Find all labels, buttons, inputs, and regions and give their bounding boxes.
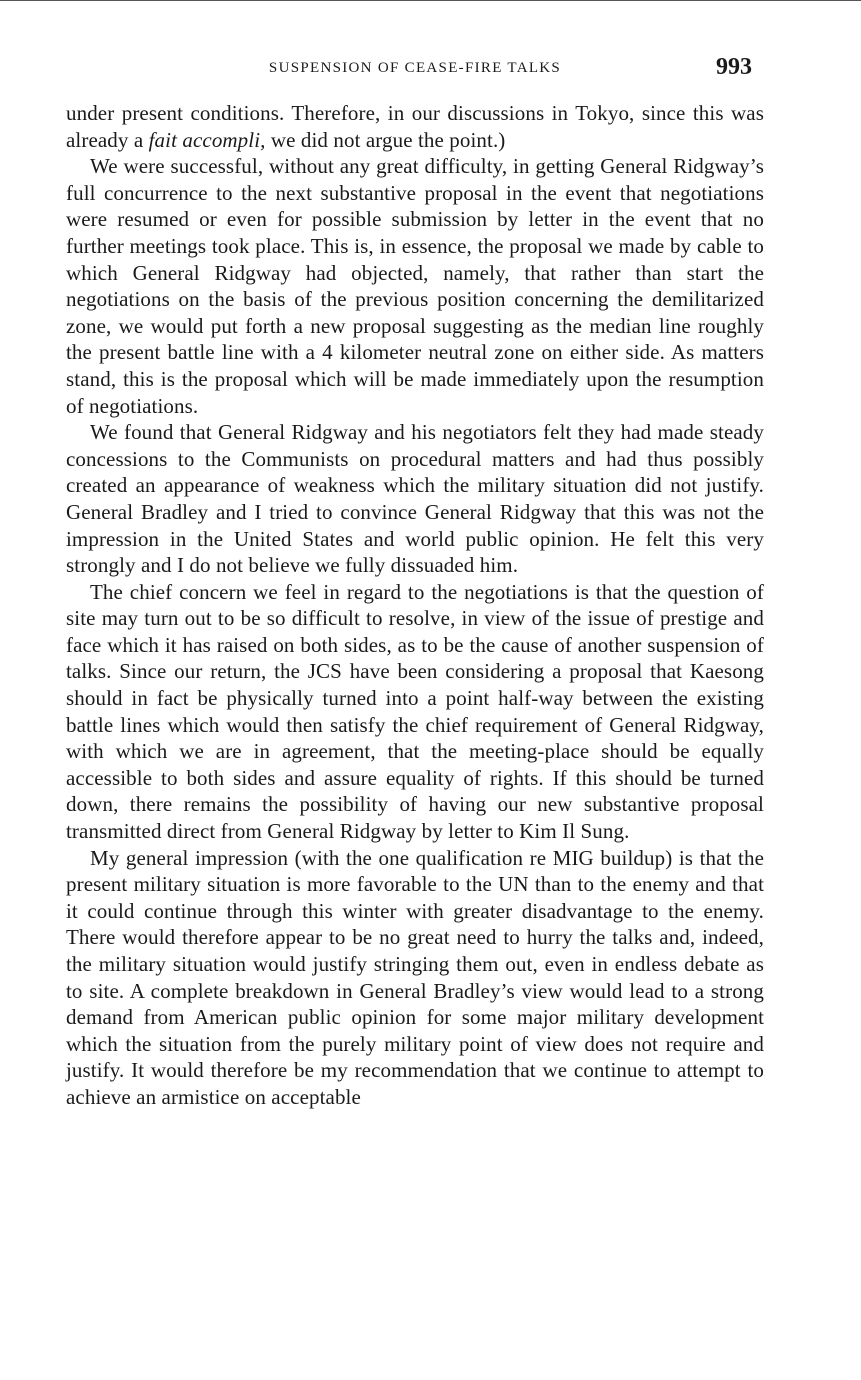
page-body bbox=[66, 100, 764, 1111]
running-header bbox=[66, 54, 764, 88]
paragraph-1-text-after: we did not argue the point.) bbox=[265, 127, 506, 152]
page-number: 993 bbox=[716, 54, 752, 80]
running-title: SUSPENSION OF CEASE-FIRE TALKS bbox=[268, 60, 562, 76]
paragraph-continued bbox=[66, 100, 764, 153]
paragraph-concessions: We found that General Ridgway and his negotiators felt they had made steady concessions to the Communists on procedural matters and had thus possibly created an appearance of weakness which the military situation did not justify. General Bradley and I tried to convince General Ridgway that this was not the impression in the United States and world public opinion. He felt this very strongly and I do not believe we fully dissuaded him. bbox=[66, 420, 764, 578]
paragraph-substantive-proposal: We were successful, without any great difficulty, in getting General Ridgway’s full concurrence to the next substantive proposal in the event that negotiations were resumed or even for possible submission by letter in the event that no further meetings took place. This is, in essence, the proposal we made by cable to which General Ridgway had objected, namely, that rather than start the negotiations on the basis of the previous position concerning the demilitarized zone, we would put forth a new proposal suggesting as the median line roughly the present battle line with a 4 kilometer neutral zone on either side. As matters stand, this is the proposal which will be made immediately upon the resumption of negotiations. bbox=[66, 154, 764, 418]
paragraph-general-impression: My general impression (with the one qualification re MIG buildup) is that the present military situation is more favorable to the UN than to the enemy and that it could continue through this winter with greater disadvantage to the enemy. There would therefore appear to be no great need to hurry the talks and, indeed, the military situation would justify stringing them out, even in endless debate as to site. A complete breakdown in General Bradley’s view would lead to a strong demand from American public opinion for some major military development which the situation from the purely military point of view does not require and justify. It would therefore be my recommendation that we continue to attempt to achieve an armistice on acceptable bbox=[66, 845, 764, 1109]
italic-phrase: fait accompli, bbox=[148, 127, 266, 152]
page-top-edge bbox=[0, 0, 861, 1]
paragraph-1-text-before: under present conditions. Therefore, in our discussions in Tokyo, since this was already a bbox=[66, 101, 764, 152]
paragraph-site-concern: The chief concern we feel in regard to the negotiations is that the question of site may turn out to be so difficult to resolve, in view of the issue of prestige and face which it has raised on both sides, as to be the cause of another suspension of talks. Since our return, the JCS have been considering a proposal that Kaesong should in fact be physically turned into a point half-way between the existing battle lines which would then satisfy the chief requirement of General Ridgway, with which we are in agreement, that the meeting-place should be equally accessible to both sides and assure equality of rights. If this should be turned down, there remains the possibility of having our new substantive proposal transmitted direct from General Ridgway by letter to Kim Il Sung. bbox=[66, 579, 764, 844]
